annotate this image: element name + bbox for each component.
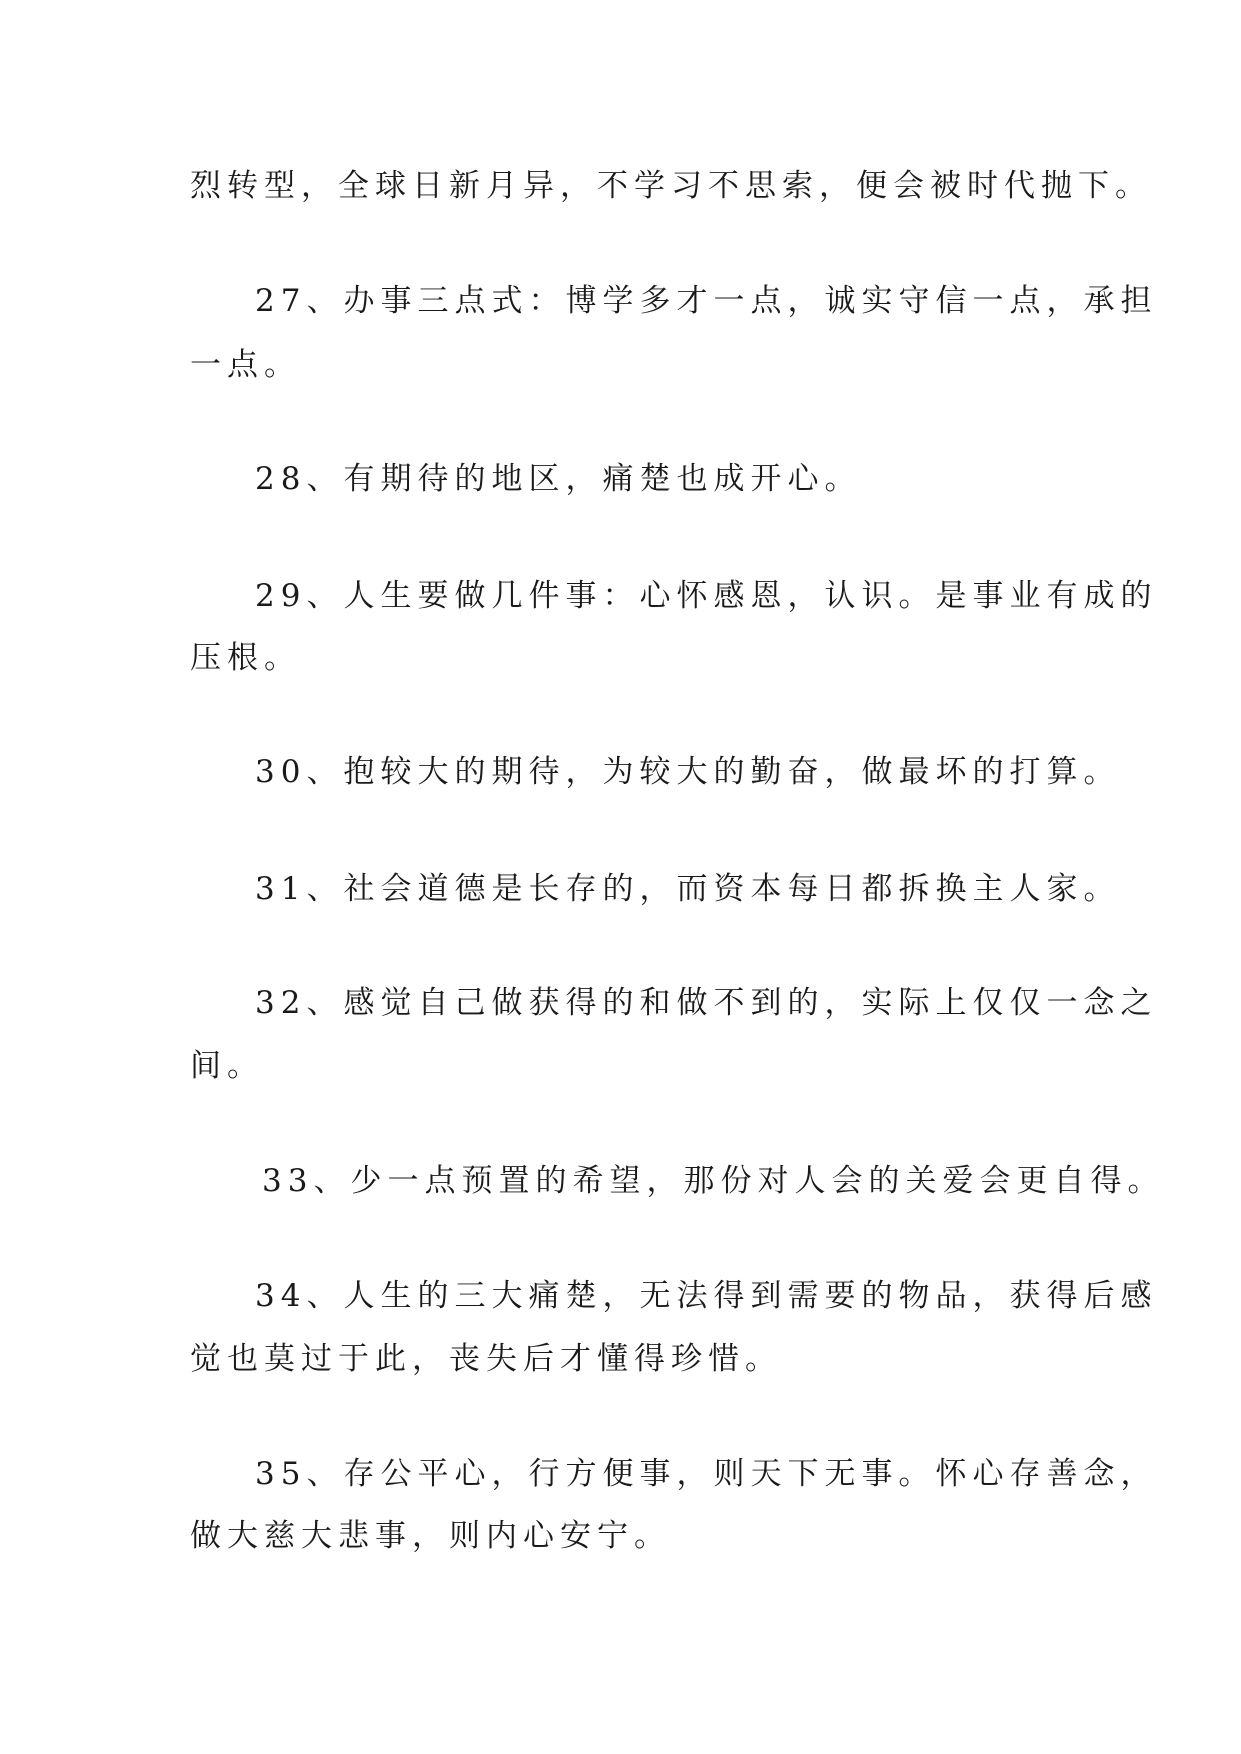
- paragraph-line: 31、社会道德是长存的，而资本每日都拆换主人家。: [255, 871, 1121, 907]
- paragraph-line: 33、少一点预置的希望，那份对人会的关爱会更自得。: [262, 1163, 1165, 1199]
- paragraph-line: 28、有期待的地区，痛楚也成开心。: [255, 461, 862, 497]
- paragraph-line: 35、存公平心，行方便事，则天下无事。怀心存善念，: [255, 1456, 1158, 1492]
- paragraph-line: 29、人生要做几件事：心怀感恩，认识。是事业有成的: [255, 578, 1158, 614]
- paragraph-line: 间。: [190, 1048, 264, 1084]
- paragraph-line: 27、办事三点式：博学多才一点，诚实守信一点，承担: [255, 283, 1158, 319]
- paragraph-line: 做大慈大悲事，则内心安宁。: [190, 1518, 671, 1554]
- paragraph-line: 30、抱较大的期待，为较大的勤奋，做最坏的打算。: [255, 754, 1121, 790]
- paragraph-line: 一点。: [190, 347, 301, 383]
- paragraph-line: 32、感觉自己做获得的和做不到的，实际上仅仅一念之: [255, 985, 1158, 1021]
- paragraph-line: 压根。: [190, 640, 301, 676]
- paragraph-line: 34、人生的三大痛楚，无法得到需要的物品，获得后感: [255, 1278, 1158, 1314]
- paragraph-line: 烈转型，全球日新月异，不学习不思索，便会被时代抛下。: [190, 168, 1152, 204]
- paragraph-line: 觉也莫过于此，丧失后才懂得珍惜。: [190, 1341, 782, 1377]
